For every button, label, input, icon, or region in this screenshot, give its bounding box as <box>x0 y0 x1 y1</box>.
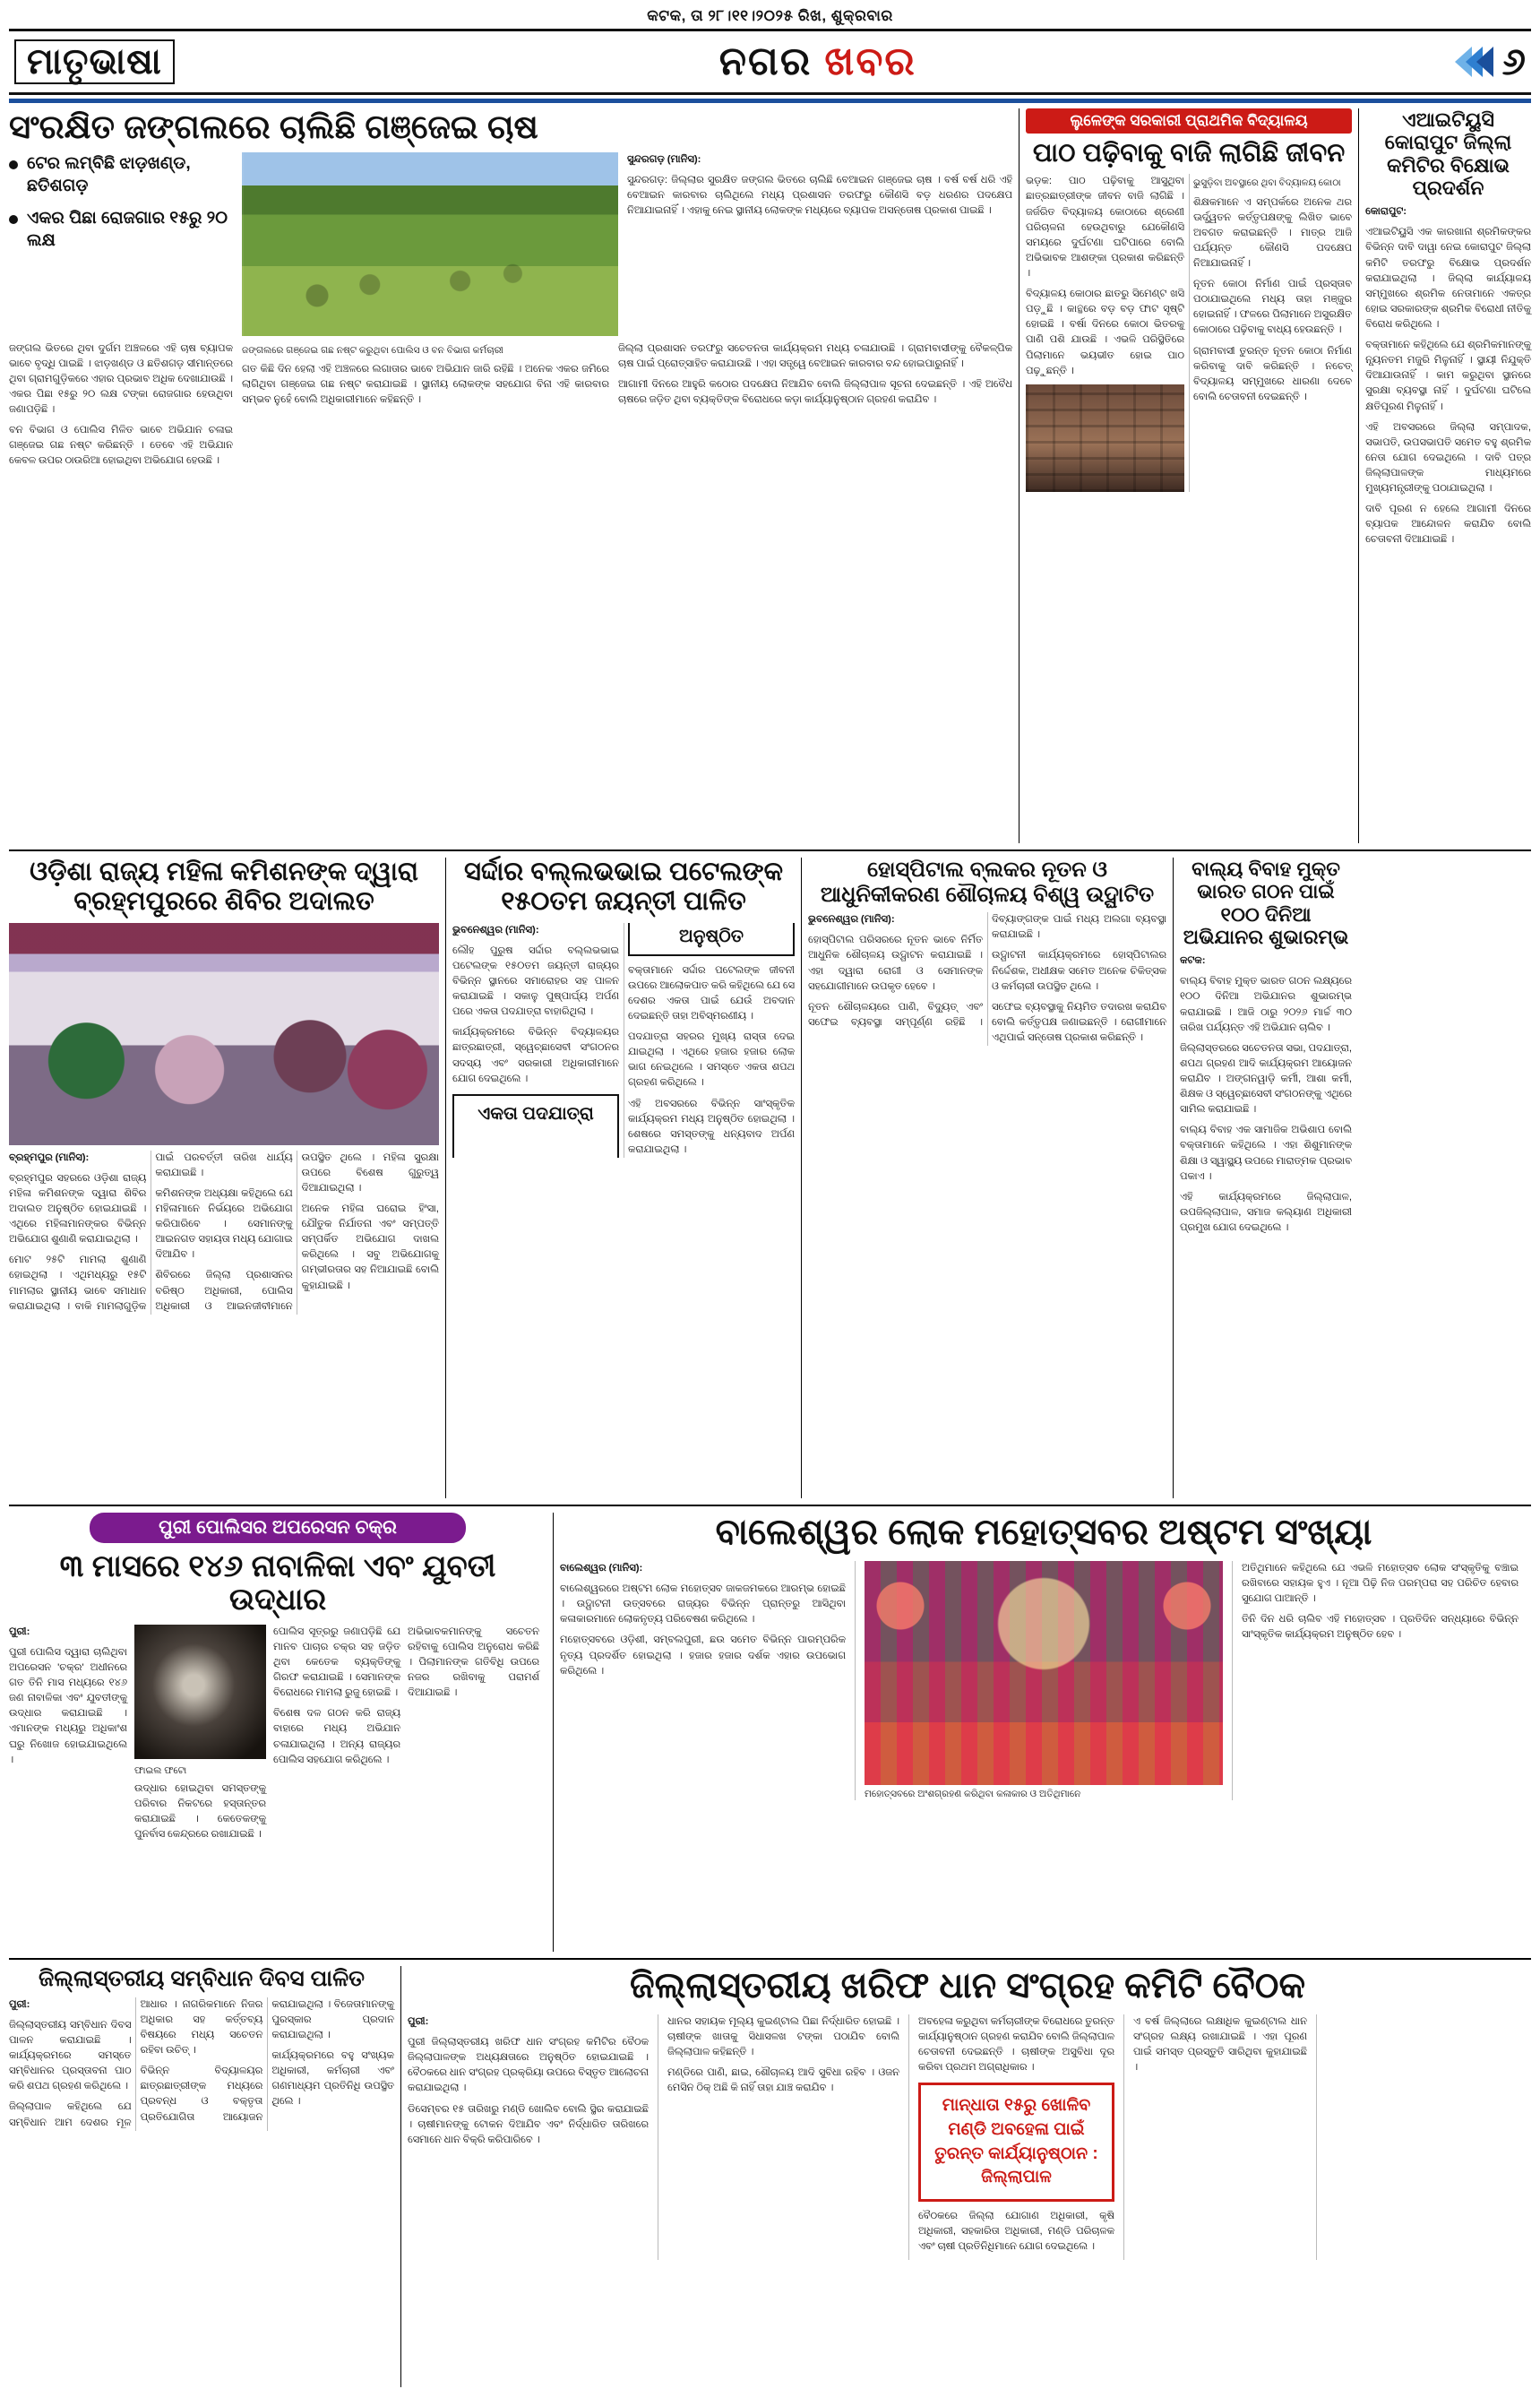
patel-para-5: ଏହି ଅବସରରେ ବିଭିନ୍ନ ସାଂସ୍କୃତିକ କାର୍ଯ୍ୟକ୍ରମ ମଧ୍ୟ ଅନୁଷ୍ଠିତ ହୋଇଥିଲା । ଶେଷରେ ସମସ୍ତଙ୍କୁ ଧନ୍ୟବାଦ ଅର୍ପଣ କରାଯାଇଥିଲା । <box>628 1098 795 1155</box>
masthead-rule <box>9 99 1531 103</box>
lead-para-2: ଜଙ୍ଗଲ ଭିତରେ ଥିବା ଦୁର୍ଗମ ଅଞ୍ଚଳରେ ଏହି ଚାଷ ବ୍ୟାପକ ଭାବେ ବୃଦ୍ଧି ପାଇଛି । ଝାଡ଼ଖଣ୍ଡ ଓ ଛତିଶଗଡ଼ ସୀମାନ୍ତରେ ଥିବା ଗ୍ରାମଗୁଡ଼ିକରେ ଏହାର ପ୍ରଭାବ ଅଧିକ ଦେଖାଯାଉଛି । ଏକର ପିଛା ୧୫ରୁ ୨୦ ଲକ୍ଷ ଟଙ୍କା ରୋଜଗାର ହେଉଥିବା ଜଣାପଡ଼ିଛି । <box>9 342 233 415</box>
bazar-para-3: ବାଲ୍ୟ ବିବାହ ଏକ ସାମାଜିକ ଅଭିଶାପ ବୋଲି ବକ୍ତାମାନେ କହିଥିଲେ । ଏହା ଶିଶୁମାନଙ୍କ ଶିକ୍ଷା ଓ ସ୍ୱାସ୍ଥ୍ୟ ଉପରେ ମାରାତ୍ମକ ପ୍ରଭାବ ପକାଏ । <box>1180 1125 1352 1182</box>
koraput-para-4: ଦାବି ପୂରଣ ନ ହେଲେ ଆଗାମୀ ଦିନରେ ବ୍ୟାପକ ଆନ୍ଦୋଳନ କରାଯିବ ବୋଲି ଚେତାବନୀ ଦିଆଯାଇଛି । <box>1365 504 1531 546</box>
lead-dateline: ସୁନ୍ଦରଗଡ଼ (ମାନିସ): <box>627 153 701 165</box>
lead-photo <box>242 152 618 336</box>
festival-photo-caption: ମହୋତ୍ସବରେ ଅଂଶଗ୍ରହଣ କରିଥିବା କଳାକାର ଓ ଅତିଥିମାନେ <box>865 1789 1081 1799</box>
festival-para-2: ମହୋତ୍ସବରେ ଓଡ଼ିଶୀ, ସମ୍ବଲପୁରୀ, ଛଉ ସମେତ ବିଭିନ୍ନ ପାରମ୍ପରିକ ନୃତ୍ୟ ପ୍ରଦର୍ଶିତ ହୋଇଥିଲା । ହଜାର ହଜାର ଦର୍ଶକ ଏହାର ଉପଭୋଗ କରିଥିଲେ । <box>560 1634 846 1677</box>
school-para-1: ଭଡ଼କ: ପାଠ ପଢ଼ିବାକୁ ଆସୁଥିବା ଛାତ୍ରଛାତ୍ରୀଙ୍କ ଜୀବନ ବାଜି ଲାଗିଛି । ଜର୍ଜରିତ ବିଦ୍ୟାଳୟ କୋଠାରେ ଶ୍ରେଣୀ ପରିଚାଳନା ହେଉଥିବାରୁ ଯେକୌଣସି ସମୟରେ ଦୁର୍ଘଟଣା ଘଟିପାରେ ବୋଲି ଅଭିଭାବକ ଆଶଙ୍କା ପ୍ରକାଶ କରିଛନ୍ତି । <box>1026 176 1185 279</box>
newspaper-logo: ମାତୃଭାଷା <box>14 39 175 84</box>
kharif-col-3b <box>918 2209 1114 2255</box>
festival-para-1: ବାଲେଶ୍ୱରରେ ଅଷ୍ଟମ ଲୋକ ମହୋତ୍ସବ ଜାକଜମକରେ ଆରମ୍ଭ ହୋଇଛି । ଉଦ୍ଘାଟନୀ ଉତ୍ସବରେ ରାଜ୍ୟର ବିଭିନ୍ନ ପ୍ରାନ୍ତରୁ ଆସିଥିବା କଳାକାରମାନେ ଲୋକନୃତ୍ୟ ପରିବେଷଣ କରିଥିଲେ । <box>560 1583 846 1626</box>
lead-headline: ସଂରକ୍ଷିତ ଜଙ୍ଗଲରେ ଚାଲିଛି ଗଞ୍ଜେଇ ଚାଷ <box>9 108 538 145</box>
commission-para-5: ଅନେକ ମହିଳା ଘରୋଇ ହିଂସା, ଯୌତୁକ ନିର୍ଯାତନା ଏବଂ ସମ୍ପତ୍ତି ସମ୍ପର୍କିତ ଅଭିଯୋଗ ଦାଖଲ କରିଥିଲେ । ସବୁ ଅଭିଯୋଗକୁ ଗମ୍ଭୀରତାର ସହ ନିଆଯାଇଛି ବୋଲି କୁହାଯାଇଛି । <box>301 1203 439 1291</box>
constitution-dateline: ପୁରୀ: <box>9 1998 30 2010</box>
hospital-body <box>808 912 1166 1046</box>
festival-dateline: ବାଲେଶ୍ୱର (ମାନିସ): <box>560 1563 643 1574</box>
divider-vertical-2 <box>1358 108 1359 843</box>
school-kicker: ଲୁଳେଙ୍କ ସରକାରୀ ପ୍ରାଥମିକ ବିଦ୍ୟାଳୟ <box>1026 108 1352 134</box>
koraput-para-1: ଏଆଇଟିୟୁସି ଏକ କାରଖାନା ଶ୍ରମିକଙ୍କର ବିଭିନ୍ନ ଦାବି ଦାୱା ନେଇ କୋରାପୁଟ ଜିଲ୍ଲା କମିଟି ତରଫରୁ ବିକ୍ଷୋଭ ପ୍ରଦର୍ଶନ କରାଯାଇଥିଲା । ଜିଲ୍ଲା କାର୍ଯ୍ୟାଳୟ ସମ୍ମୁଖରେ ଶ୍ରମିକ ନେତାମାନେ ଏକତ୍ର ହୋଇ ସରକାରଙ୍କ ଶ୍ରମିକ ବିରୋଧୀ ନୀତିକୁ ବିରୋଧ କରିଥିଲେ । <box>1365 227 1531 330</box>
police-photo-caption: ଫାଇଲ ଫଟୋ <box>134 1764 187 1776</box>
police-col-1 <box>9 1625 127 1768</box>
top-band <box>9 108 1531 843</box>
lead-photo-caption: ଜଙ୍ଗଲରେ ଗଞ୍ଜେଇ ଗଛ ନଷ୍ଟ କରୁଥିବା ପୋଲିସ ଓ ବନ ବିଭାଗ କର୍ମଚାରୀ <box>242 344 503 356</box>
page-number: ୬ <box>1501 39 1526 82</box>
patel-subhead-box: ଏକତା ପଦଯାତ୍ରା ଅନୁଷ୍ଠିତ <box>452 923 795 1158</box>
divider-vertical-5 <box>1173 858 1174 1498</box>
koraput-story <box>1365 108 1531 843</box>
police-col-3 <box>273 1625 400 1768</box>
page-number-block <box>1461 40 1526 84</box>
constitution-para-2: ଜିଲ୍ଲାପାଳ କହିଥିଲେ ଯେ ସମ୍ବିଧାନ ଆମ ଦେଶର ମୂଳ ଆଧାର । ନାଗରିକମାନେ ନିଜର ଅଧିକାର ସହ କର୍ତ୍ତବ୍ୟ ବିଷୟରେ ମଧ୍ୟ ସଚେତନ ରହିବା ଉଚିତ୍ । <box>9 1998 263 2128</box>
patel-story <box>452 858 795 1498</box>
commission-para-3: କମିଶନଙ୍କ ଅଧ୍ୟକ୍ଷା କହିଥିଲେ ଯେ ମହିଳାମାନେ ନିର୍ଭୟରେ ଅଭିଯୋଗ କରିପାରିବେ । ସେମାନଙ୍କୁ ଆଇନଗତ ସହାୟତା ମଧ୍ୟ ଯୋଗାଇ ଦିଆଯିବ । <box>155 1187 293 1261</box>
commission-body <box>9 1151 439 1315</box>
kharif-para-6: ବୈଠକରେ ଜିଲ୍ଲା ଯୋଗାଣ ଅଧିକାରୀ, କୃଷି ଅଧିକାରୀ, ସହକାରିତା ଅଧିକାରୀ, ମଣ୍ଡି ପରିଚାଳକ ଏବଂ ଚାଷୀ ପ୍ରତିନିଧିମାନେ ଯୋଗ ଦେଇଥିଲେ । <box>918 2210 1114 2253</box>
middle-band <box>9 858 1531 1498</box>
bazar-para-4: ଏହି କାର୍ଯ୍ୟକ୍ରମରେ ଜିଲ୍ଲାପାଳ, ଉପଜିଲ୍ଲାପାଳ, ସମାଜ କଲ୍ୟାଣ ଅଧିକାରୀ ପ୍ରମୁଖ ଯୋଗ ଦେଇଥିଲେ । <box>1180 1191 1352 1233</box>
school-headline: ପାଠ ପଢ଼ିବାକୁ ବାଜି ଲାଗିଛି ଜୀବନ <box>1032 139 1346 168</box>
festival-para-3: ଅତିଥିମାନେ କହିଥିଲେ ଯେ ଏଭଳି ମହୋତ୍ସବ ଲୋକ ସଂସ୍କୃତିକୁ ବଞ୍ଚାଇ ରଖିବାରେ ସହାୟକ ହୁଏ । ନୂଆ ପିଢ଼ି ନିଜ ପରମ୍ପରା ସହ ପରିଚିତ ହେବାର ସୁଯୋଗ ପାଆନ୍ତି । <box>1242 1563 1518 1605</box>
police-headline: ୩ ମାସରେ ୧୪୬ ନାବାଳିକା ଏବଂ ଯୁବତୀ ଉଦ୍ଧାର <box>59 1549 496 1617</box>
kharif-para-1: ପୁରୀ ଜିଲ୍ଲାସ୍ତରୀୟ ଖରିଫ ଧାନ ସଂଗ୍ରହ କମିଟିର ବୈଠକ ଜିଲ୍ଲାପାଳଙ୍କ ଅଧ୍ୟକ୍ଷତାରେ ଅନୁଷ୍ଠିତ ହୋଇଯାଇଛି । ବୈଠକରେ ଧାନ ସଂଗ୍ରହ ପ୍ରକ୍ରିୟା ଉପରେ ବିସ୍ତୃତ ଆଲୋଚନା କରାଯାଇଥିଲା । <box>408 2037 649 2094</box>
lead-body-top <box>627 152 1012 219</box>
kharif-para-5: ଅବହେଳା କରୁଥିବା କର୍ମଚାରୀଙ୍କ ବିରୋଧରେ ତୁରନ୍ତ କାର୍ଯ୍ୟାନୁଷ୍ଠାନ ଗ୍ରହଣ କରାଯିବ ବୋଲି ଜିଲ୍ଲାପାଳ ଚେତାବନୀ ଦେଇଛନ୍ତି । ଚାଷୀଙ୍କ ଅସୁବିଧା ଦୂର କରିବା ପ୍ରଥମ ଅଗ୍ରାଧିକାର । <box>918 2016 1114 2074</box>
constitution-headline: ଜିଲ୍ଲାସ୍ତରୀୟ ସମ୍ବିଧାନ ଦିବସ ପାଳିତ <box>39 1966 365 1991</box>
police-photo <box>134 1625 266 1759</box>
lead-bullet-2: ଏକର ପିଛା ରୋଜଗାର ୧୫ରୁ ୨୦ ଲକ୍ଷ <box>9 207 233 253</box>
police-col-2 <box>134 1781 266 1842</box>
commission-para-1: ବ୍ରହ୍ମପୁର ସହରରେ ଓଡ଼ିଶା ରାଜ୍ୟ ମହିଳା କମିଶନଙ୍କ ଦ୍ୱାରା ଶିବିର ଅଦାଲତ ଅନୁଷ୍ଠିତ ହୋଇଯାଇଛି । ଏଥିରେ ମହିଳାମାନଙ୍କର ବିଭିନ୍ନ ଅଭିଯୋଗ ଶୁଣାଣି କରାଯାଇଥିଲା । <box>9 1172 147 1246</box>
bazar-para-1: ବାଲ୍ୟ ବିବାହ ମୁକ୍ତ ଭାରତ ଗଠନ ଲକ୍ଷ୍ୟରେ ୧୦୦ ଦିନିଆ ଅଭିଯାନର ଶୁଭାରମ୍ଭ କରାଯାଇଛି । ଆଜି ଠାରୁ ୨୦୨୬ ମାର୍ଚ୍ଚ ୩୦ ତାରିଖ ପର୍ଯ୍ୟନ୍ତ ଏହି ଅଭିଯାନ ଚାଲିବ । <box>1180 976 1352 1033</box>
constitution-story <box>9 1966 394 2387</box>
koraput-dateline: କୋରାପୁଟ: <box>1365 206 1407 218</box>
police-para-2: ଉଦ୍ଧାର ହୋଇଥିବା ସମସ୍ତଙ୍କୁ ପରିବାର ନିକଟରେ ହସ୍ତାନ୍ତର କରାଯାଇଛି । କେତେକଙ୍କୁ ପୁନର୍ବାସ କେନ୍ଦ୍ରରେ ରଖାଯାଇଛି । <box>134 1782 266 1841</box>
kharif-col-2 <box>667 2014 899 2097</box>
school-body <box>1026 174 1352 491</box>
lead-bullets <box>9 152 233 254</box>
school-story <box>1026 108 1352 843</box>
festival-col-3 <box>1242 1561 1518 1643</box>
police-para-3: ପୋଲିସ ସୂତ୍ରରୁ ଜଣାପଡ଼ିଛି ଯେ ମାନବ ପାଚାର ଚକ୍ର ସହ ଜଡ଼ିତ ଥିବା କେତେକ ବ୍ୟକ୍ତିଙ୍କୁ ଗିରଫ କରାଯାଇଛି । ସେମାନଙ୍କ ବିରୋଧରେ ମାମଲା ରୁଜୁ ହୋଇଛି । <box>273 1626 400 1699</box>
lead-para-6: ଆଗାମୀ ଦିନରେ ଆହୁରି କଠୋର ପଦକ୍ଷେପ ନିଆଯିବ ବୋଲି ଜିଲ୍ଲାପାଳ ସୂଚନା ଦେଇଛନ୍ତି । ଏହି ଅବୈଧ ଚାଷରେ ଜଡ଼ିତ ଥିବା ବ୍ୟକ୍ତିଙ୍କ ବିରୋଧରେ କଡ଼ା କାର୍ଯ୍ୟାନୁଷ୍ଠାନ ଗ୍ରହଣ କରାଯିବ । <box>618 378 1012 405</box>
kharif-col-1 <box>408 2014 649 2148</box>
police-kicker: ପୁରୀ ପୋଲିସର ଅପରେସନ ଚକ୍ର <box>90 1513 466 1543</box>
divider-horizontal-2 <box>9 1505 1531 1506</box>
school-para-2: ବିଦ୍ୟାଳୟ କୋଠାର ଛାତରୁ ସିମେଣ୍ଟ ଖସି ପଡ଼ୁଛି । କାନ୍ଥରେ ବଡ଼ ବଡ଼ ଫାଟ ସୃଷ୍ଟି ହୋଇଛି । ବର୍ଷା ଦିନରେ କୋଠା ଭିତରକୁ ପାଣି ପଶି ଯାଉଛି । ଏଭଳି ପରିସ୍ଥିତିରେ ପିଲାମାନେ ଭୟଭୀତ ହୋଇ ପାଠ ପଢ଼ୁଛନ୍ତି । <box>1026 289 1185 376</box>
patel-dateline: ଭୁବନେଶ୍ୱର (ମାନିସ): <box>452 924 539 936</box>
commission-dateline: ବ୍ରହ୍ମପୁର (ମାନିସ): <box>9 1151 90 1163</box>
divider-vertical-6 <box>553 1513 554 1952</box>
school-para-3: ଶିକ୍ଷକମାନେ ଏ ସମ୍ପର୍କରେ ଅନେକ ଥର ଊର୍ଦ୍ଧ୍ୱତନ କର୍ତ୍ତୃପକ୍ଷଙ୍କୁ ଲିଖିତ ଭାବେ ଅବଗତ କରାଇଛନ୍ତି । ମାତ୍ର ଆଜି ପର୍ଯ୍ୟନ୍ତ କୌଣସି ପଦକ୍ଷେପ ନିଆଯାଇନାହିଁ । <box>1193 196 1353 269</box>
commission-story <box>9 858 439 1498</box>
police-para-5: ଅଭିଭାବକମାନଙ୍କୁ ସଚେତନ ରହିବାକୁ ପୋଲିସ ଅନୁରୋଧ କରିଛି । ପିଲାମାନଙ୍କ ଗତିବିଧି ଉପରେ ନଜର ରଖିବାକୁ ପରାମର୍ଶ ଦିଆଯାଇଛି । <box>408 1626 539 1699</box>
school-para-5: ଗ୍ରାମବାସୀ ତୁରନ୍ତ ନୂତନ କୋଠା ନିର୍ମାଣ କରିବାକୁ ଦାବି କରିଛନ୍ତି । ନଚେତ୍ ବିଦ୍ୟାଳୟ ସମ୍ମୁଖରେ ଧାରଣା ଦେବେ ବୋଲି ଚେତାବନୀ ଦେଇଛନ୍ତି । <box>1193 345 1353 402</box>
kharif-para-2: ଡିସେମ୍ବର ୧୫ ତାରିଖରୁ ମଣ୍ଡି ଖୋଲିବ ବୋଲି ସ୍ଥିର କରାଯାଇଛି । ଚାଷୀମାନଙ୍କୁ ଟୋକନ ଦିଆଯିବ ଏବଂ ନିର୍ଦ୍ଧାରିତ ତାରିଖରେ ସେମାନେ ଧାନ ବିକ୍ରି କରିପାରିବେ । <box>408 2103 649 2145</box>
patel-body <box>452 923 795 1158</box>
bazar-story <box>1180 858 1352 1498</box>
divider-vertical-7 <box>400 1966 401 2387</box>
lead-story <box>9 108 1012 843</box>
festival-headline: ବାଲେଶ୍ୱର ଲୋକ ମହୋତ୍ସବର ଅଷ୍ଟମ ସଂଖ୍ୟା <box>715 1513 1372 1552</box>
section-title <box>719 39 916 84</box>
chevron-left-icon <box>1461 47 1493 77</box>
constitution-para-3: ବିଭିନ୍ନ ବିଦ୍ୟାଳୟର ଛାତ୍ରଛାତ୍ରୀଙ୍କ ମଧ୍ୟରେ ପ୍ରବନ୍ଧ ଓ ବକ୍ତୃତା ପ୍ରତିଯୋଗିତା ଆୟୋଜନ କରାଯାଇଥିଲା । ବିଜେତାମାନଙ୍କୁ ପୁରସ୍କାର ପ୍ରଦାନ କରାଯାଇଥିଲା । <box>140 1998 394 2123</box>
hospital-para-4: ସଫେଇ ବ୍ୟବସ୍ଥାକୁ ନିୟମିତ ତଦାରଖ କରାଯିବ ବୋଲି କର୍ତ୍ତୃପକ୍ଷ ଜଣାଇଛନ୍ତି । ରୋଗୀମାନେ ଏଥିପାଇଁ ସନ୍ତୋଷ ପ୍ରକାଶ କରିଛନ୍ତି । <box>992 1001 1166 1043</box>
hospital-para-2: ନୂତନ ଶୌଚାଳୟରେ ପାଣି, ବିଦ୍ୟୁତ୍ ଏବଂ ସଫେଇ ବ୍ୟବସ୍ଥା ସମ୍ପୂର୍ଣ୍ଣ ରହିଛି । ଦିବ୍ୟାଙ୍ଗଙ୍କ ପାଇଁ ମଧ୍ୟ ଅଲଗା ବ୍ୟବସ୍ଥା କରାଯାଇଛି । <box>808 914 1166 1028</box>
school-photo <box>1026 384 1184 492</box>
section-title-part2: ଖବର <box>824 39 916 83</box>
kharif-col-4 <box>1133 2014 1307 2075</box>
constitution-para-4: କାର୍ଯ୍ୟକ୍ରମରେ ବହୁ ସଂଖ୍ୟକ ଅଧିକାରୀ, କର୍ମଚାରୀ ଏବଂ ଗଣମାଧ୍ୟମ ପ୍ରତିନିଧି ଉପସ୍ଥିତ ଥିଲେ । <box>271 2050 394 2108</box>
lead-para-1: ସୁନ୍ଦରଗଡ଼: ଜିଲ୍ଲାର ସୁରକ୍ଷିତ ଜଙ୍ଗଲ ଭିତରେ ଚାଲିଛି ବେଆଇନ ଗଞ୍ଜେଇ ଚାଷ । ବର୍ଷ ବର୍ଷ ଧରି ଏହି ବେଆଇନ କାରବାର ଚାଲିଥିଲେ ମଧ୍ୟ ପ୍ରଶାସନ ତରଫରୁ କୌଣସି ବଡ଼ ଧରଣର ପଦକ୍ଷେପ ନିଆଯାଇନାହିଁ । ଏହାକୁ ନେଇ ସ୍ଥାନୀୟ ଲୋକଙ୍କ ମଧ୍ୟରେ ବ୍ୟାପକ ଅସନ୍ତୋଷ ପ୍ରକାଶ ପାଇଛି । <box>627 174 1012 216</box>
lead-col-2 <box>242 362 609 408</box>
patel-para-2: କାର୍ଯ୍ୟକ୍ରମରେ ବିଭିନ୍ନ ବିଦ୍ୟାଳୟର ଛାତ୍ରଛାତ୍ରୀ, ସ୍ୱେଚ୍ଛାସେବୀ ସଂଗଠନର ସଦସ୍ୟ ଏବଂ ସରକାରୀ ଅଧିକାରୀମାନେ ଯୋଗ ଦେଇଥିଲେ । <box>452 1027 619 1084</box>
koraput-headline: ଏଆଇଟିୟୁସି କୋରାପୁଟ ଜିଲ୍ଲା କମିଟିର ବିକ୍ଷୋଭ ପ୍ରଦର୍ଶନ <box>1384 108 1512 199</box>
third-band <box>9 1513 1531 1952</box>
masthead <box>9 29 1531 95</box>
bottom-band <box>9 1966 1531 2387</box>
lead-para-3: ବନ ବିଭାଗ ଓ ପୋଲିସ ମିଳିତ ଭାବେ ଅଭିଯାନ ଚଳାଇ ଗଞ୍ଜେଇ ଗଛ ନଷ୍ଟ କରିଛନ୍ତି । ତେବେ ଏହି ଅଭିଯାନ କେବଳ ଉପର ଠାଉରିଆ ହୋଇଥିବା ଅଭିଯୋଗ ହେଉଛି । <box>9 425 233 467</box>
patel-para-1: ଲୌହ ପୁରୁଷ ସର୍ଦ୍ଦାର ବଲ୍ଲଭଭାଇ ପଟେଲଙ୍କ ୧୫୦ତମ ଜୟନ୍ତୀ ରାଜ୍ୟର ବିଭିନ୍ନ ସ୍ଥାନରେ ସମାରୋହର ସହ ପାଳନ କରାଯାଇଛି । ସକାଳୁ ପୁଷ୍ପାର୍ଘ୍ୟ ଅର୍ପଣ ପରେ ଏକତା ପଦଯାତ୍ରା ବାହାରିଥିଲା । <box>452 944 619 1018</box>
divider-horizontal-1 <box>9 850 1531 851</box>
bazar-body <box>1180 953 1352 1236</box>
school-para-4: ନୂତନ କୋଠା ନିର୍ମାଣ ପାଇଁ ପ୍ରସ୍ତାବ ପଠାଯାଇଥିଲେ ମଧ୍ୟ ତାହା ମଞ୍ଜୁର ହୋଇନାହିଁ । ଫଳରେ ପିଲାମାନେ ଅସୁରକ୍ଷିତ କୋଠାରେ ପଢ଼ିବାକୁ ବାଧ୍ୟ ହେଉଛନ୍ତି । <box>1193 279 1353 336</box>
lead-col-3 <box>618 341 1012 408</box>
festival-para-4: ତିନି ଦିନ ଧରି ଚାଲିବ ଏହି ମହୋତ୍ସବ । ପ୍ରତିଦିନ ସନ୍ଧ୍ୟାରେ ବିଭିନ୍ନ ସାଂସ୍କୃତିକ କାର୍ଯ୍ୟକ୍ରମ ଅନୁଷ୍ଠିତ ହେବ । <box>1242 1614 1518 1641</box>
police-para-1: ପୁରୀ ପୋଲିସ ଦ୍ୱାରା ଚାଲିଥିବା ଅପରେସନ 'ଚକ୍ର' ଅଧୀନରେ ଗତ ତିନି ମାସ ମଧ୍ୟରେ ୧୪୬ ଜଣ ନାବାଳିକା ଏବଂ ଯୁବତୀଙ୍କୁ ଉଦ୍ଧାର କରାଯାଇଛି । ଏମାନଙ୍କ ମଧ୍ୟରୁ ଅଧିକାଂଶ ଘରୁ ନିଖୋଜ ହୋଇଯାଇଥିଲେ । <box>9 1646 127 1765</box>
hospital-headline: ହୋସ୍ପିଟାଲ ବ୍ଲକର ନୂତନ ଓ ଆଧୁନିକୀକରଣ ଶୌଚାଳୟ ବିଶ୍ୱ ଉଦ୍ଘାଟିତ <box>820 858 1155 907</box>
kharif-para-7: ଏ ବର୍ଷ ଜିଲ୍ଲାରେ ଲକ୍ଷାଧିକ କୁଇଣ୍ଟାଲ ଧାନ ସଂଗ୍ରହ ଲକ୍ଷ୍ୟ ରଖାଯାଇଛି । ଏହା ପୂରଣ ପାଇଁ ସମସ୍ତ ପ୍ରସ୍ତୁତି ସାରିଥିବା କୁହାଯାଇଛି । <box>1133 2016 1307 2074</box>
patel-headline: ସର୍ଦ୍ଦାର ବଲ୍ଲଭଭାଇ ପଟେଲଙ୍କ ୧୫୦ତମ ଜୟନ୍ତୀ ପାଳିତ <box>463 858 784 917</box>
hospital-story <box>808 858 1166 1498</box>
kharif-callout-box: ମାନ୍ଧାତା ୧୫ରୁ ଖୋଳିବ ମଣ୍ଡି ଅବହେଳା ପାଇଁ ତୁରନ୍ତ କାର୍ଯ୍ୟାନୁଷ୍ଠାନ : ଜିଲ୍ଲାପାଳ <box>918 2083 1114 2201</box>
festival-story <box>560 1513 1527 1952</box>
kharif-story <box>408 1966 1527 2387</box>
lead-bullet-1: ଟେର ଲମ୍ବିଛି ଝାଡ଼ଖଣ୍ଡ, ଛତିଶଗଡ଼ <box>9 152 233 198</box>
festival-col-1 <box>560 1561 846 1679</box>
koraput-para-2: ବକ୍ତାମାନେ କହିଥିଲେ ଯେ ଶ୍ରମିକମାନଙ୍କୁ ନ୍ୟୂନତମ ମଜୁରି ମିଳୁନାହିଁ । ସ୍ଥାୟୀ ନିଯୁକ୍ତି ଦିଆଯାଉନାହିଁ । କାମ କରୁଥିବା ସ୍ଥାନରେ ସୁରକ୍ଷା ବ୍ୟବସ୍ଥା ନାହିଁ । ଦୁର୍ଘଟଣା ଘଟିଲେ କ୍ଷତିପୂରଣ ମିଳୁନାହିଁ । <box>1365 340 1531 412</box>
bazar-headline: ବାଲ୍ୟ ବିବାହ ମୁକ୍ତ ଭାରତ ଗଠନ ପାଇଁ ୧୦୦ ଦିନିଆ ଅଭିଯାନର ଶୁଭାରମ୍ଭ <box>1183 858 1349 948</box>
kharif-para-3: ଧାନର ସହାୟକ ମୂଲ୍ୟ କୁଇଣ୍ଟାଲ ପିଛା ନିର୍ଦ୍ଧାରିତ ହୋଇଛି । ଚାଷୀଙ୍କ ଖାତାକୁ ସିଧାସଳଖ ଟଙ୍କା ପଠାଯିବ ବୋଲି ଜିଲ୍ଲାପାଳ କହିଛନ୍ତି । <box>667 2016 899 2058</box>
koraput-para-3: ଏହି ଅବସରରେ ଜିଲ୍ଲା ସମ୍ପାଦକ, ସଭାପତି, ଉପସଭାପତି ସମେତ ବହୁ ଶ୍ରମିକ ନେତା ଯୋଗ ଦେଇଥିଲେ । ଦାବି ପତ୍ର ଜିଲ୍ଲାପାଳଙ୍କ ମାଧ୍ୟମରେ ମୁଖ୍ୟମନ୍ତ୍ରୀଙ୍କୁ ପଠାଯାଇଥିଲା । <box>1365 421 1531 495</box>
lead-para-5: ଜିଲ୍ଲା ପ୍ରଶାସନ ତରଫରୁ ସଚେତନତା କାର୍ଯ୍ୟକ୍ରମ ମଧ୍ୟ ଚଳାଯାଉଛି । ଗ୍ରାମବାସୀଙ୍କୁ ବୈକଳ୍ପିକ ଚାଷ ପାଇଁ ପ୍ରୋତ୍ସାହିତ କରାଯାଉଛି । ଏହା ସତ୍ତ୍ୱେ ବେଆଇନ କାରବାର ବନ୍ଦ ହୋଇପାରୁନାହିଁ । <box>618 342 1012 369</box>
koraput-body <box>1365 204 1531 548</box>
commission-photo <box>9 923 439 1145</box>
lead-para-4: ଗତ କିଛି ଦିନ ହେଲା ଏହି ଅଞ୍ଚଳରେ ଲଗାତାର ଭାବେ ଅଭିଯାନ ଜାରି ରହିଛି । ଅନେକ ଏକର ଜମିରେ ଲାଗିଥିବା ଗଞ୍ଜେଇ ଗଛ ନଷ୍ଟ କରାଯାଇଛି । ସ୍ଥାନୀୟ ଲୋକଙ୍କ ସହଯୋଗ ବିନା ଏହି କାରବାର ସମ୍ଭବ ନୁହେଁ ବୋଲି ଅଧିକାରୀମାନେ କହିଛନ୍ତି । <box>242 363 609 405</box>
commission-para-4: ଶିବିରରେ ଜିଲ୍ଲା ପ୍ରଶାସନର ବରିଷ୍ଠ ଅଧିକାରୀ, ପୋଲିସ ଅଧିକାରୀ ଓ ଆଇନଜୀବୀମାନେ ଉପସ୍ଥିତ ଥିଲେ । ମହିଳା ସୁରକ୍ଷା ଉପରେ ବିଶେଷ ଗୁରୁତ୍ୱ ଦିଆଯାଇଥିଲା । <box>155 1151 439 1312</box>
hospital-para-1: ହୋସ୍ପିଟାଲ ପରିସରରେ ନୂତନ ଭାବେ ନିର୍ମିତ ଆଧୁନିକ ଶୌଚାଳୟ ଉଦ୍ଘାଟନ କରାଯାଇଛି । ଏହା ଦ୍ୱାରା ରୋଗୀ ଓ ସେମାନଙ୍କ ସହଯୋଗୀମାନେ ଉପକୃତ ହେବେ । <box>808 935 983 992</box>
commission-para-2: ମୋଟ ୨୫ଟି ମାମଲା ଶୁଣାଣି ହୋଇଥିଲା । ଏଥିମଧ୍ୟରୁ ୧୫ଟି ମାମଲାର ସ୍ଥାନୀୟ ଭାବେ ସମାଧାନ କରାଯାଇଥିଲା । ବାକି ମାମଲାଗୁଡ଼ିକ ପାଇଁ ପରବର୍ତ୍ତୀ ତାରିଖ ଧାର୍ଯ୍ୟ କରାଯାଇଛି । <box>9 1151 293 1312</box>
commission-headline: ଓଡ଼ିଶା ରାଜ୍ୟ ମହିଳା କମିଶନଙ୍କ ଦ୍ୱାରା ବ୍ରହ୍ମପୁରରେ ଶିବିର ଅଦାଲତ <box>30 858 418 917</box>
hospital-dateline: ଭୁବନେଶ୍ୱର (ମାନିସ): <box>808 914 895 926</box>
school-photo-caption: ଭୁସୁଡ଼ିବା ଅବସ୍ଥାରେ ଥିବା ବିଦ୍ୟାଳୟ କୋଠା <box>1193 177 1341 189</box>
bazar-para-2: ଜିଲ୍ଲାସ୍ତରରେ ସଚେତନତା ସଭା, ପଦଯାତ୍ରା, ଶପଥ ଗ୍ରହଣ ଆଦି କାର୍ଯ୍ୟକ୍ରମ ଆୟୋଜନ କରାଯିବ । ଅଙ୍ଗନୱାଡ଼ି କର୍ମୀ, ଆଶା କର୍ମୀ, ଶିକ୍ଷକ ଓ ସ୍ୱେଚ୍ଛାସେବୀ ସଂଗଠନଙ୍କୁ ଏଥିରେ ସାମିଲ କରାଯାଇଛି । <box>1180 1042 1352 1116</box>
section-title-part1: ନଗର <box>718 39 813 83</box>
police-story <box>9 1513 546 1952</box>
police-para-4: ବିଶେଷ ଦଳ ଗଠନ କରି ରାଜ୍ୟ ବାହାରେ ମଧ୍ୟ ଅଭିଯାନ ଚଳାଯାଇଥିଲା । ଅନ୍ୟ ରାଜ୍ୟର ପୋଲିସ ସହଯୋଗ କରିଥିଲେ । <box>273 1708 400 1765</box>
lead-col-1 <box>9 341 233 470</box>
hospital-para-3: ଉଦ୍ଘାଟନୀ କାର୍ଯ୍ୟକ୍ରମରେ ହୋସ୍ପିଟାଲର ନିର୍ଦ୍ଦେଶକ, ଅଧୀକ୍ଷକ ସମେତ ଅନେକ ଚିକିତ୍ସକ ଓ କର୍ମଚାରୀ ଉପସ୍ଥିତ ଥିଲେ । <box>992 950 1166 992</box>
patel-para-4: ପଦଯାତ୍ରା ସହରର ମୁଖ୍ୟ ରାସ୍ତା ଦେଇ ଯାଇଥିଲା । ଏଥିରେ ହଜାର ହଜାର ଲୋକ ଭାଗ ନେଇଥିଲେ । ସମସ୍ତେ ଏକତା ଶପଥ ଗ୍ରହଣ କରିଥିଲେ । <box>628 1031 795 1089</box>
divider-vertical-4 <box>801 858 802 1498</box>
constitution-body <box>9 1997 394 2131</box>
bazar-dateline: କଟକ: <box>1180 955 1206 967</box>
kharif-headline: ଜିଲ୍ଲାସ୍ତରୀୟ ଖରିଫ ଧାନ ସଂଗ୍ରହ କମିଟି ବୈଠକ <box>629 1966 1306 2005</box>
kharif-para-4: ମଣ୍ଡିରେ ପାଣି, ଛାଇ, ଶୌଚାଳୟ ଆଦି ସୁବିଧା ରହିବ । ଓଜନ ମେସିନ ଠିକ୍ ଅଛି କି ନାହିଁ ତାହା ଯାଞ୍ଚ କରାଯିବ । <box>667 2067 899 2094</box>
festival-photo <box>865 1561 1223 1785</box>
divider-horizontal-3 <box>9 1958 1531 1960</box>
divider-vertical-3 <box>445 858 446 1498</box>
patel-para-3: ବକ୍ତାମାନେ ସର୍ଦ୍ଦାର ପଟେଲଙ୍କ ଜୀବନୀ ଉପରେ ଆଲୋକପାତ କରି କହିଥିଲେ ଯେ ସେ ଦେଶର ଏକତା ପାଇଁ ଯେଉଁ ଅବଦାନ ଦେଇଛନ୍ତି ତାହା ଅବିସ୍ମରଣୀୟ । <box>628 964 795 1022</box>
constitution-para-1: ଜିଲ୍ଲାସ୍ତରୀୟ ସମ୍ବିଧାନ ଦିବସ ପାଳନ କରାଯାଇଛି । କାର୍ଯ୍ୟକ୍ରମରେ ସମସ୍ତେ ସମ୍ବିଧାନର ପ୍ରସ୍ତାବନା ପାଠ କରି ଶପଥ ଗ୍ରହଣ କରିଥିଲେ । <box>9 2019 132 2092</box>
kharif-col-3 <box>918 2014 1114 2075</box>
police-dateline: ପୁରୀ: <box>9 1626 30 1637</box>
dateline: କଟକ, ତା ୨୮।୧୧।୨୦୨୫ ରିଖ, ଶୁକ୍ରବାର <box>647 7 893 24</box>
kharif-dateline: ପୁରୀ: <box>408 2016 429 2027</box>
police-col-4 <box>408 1625 539 1702</box>
